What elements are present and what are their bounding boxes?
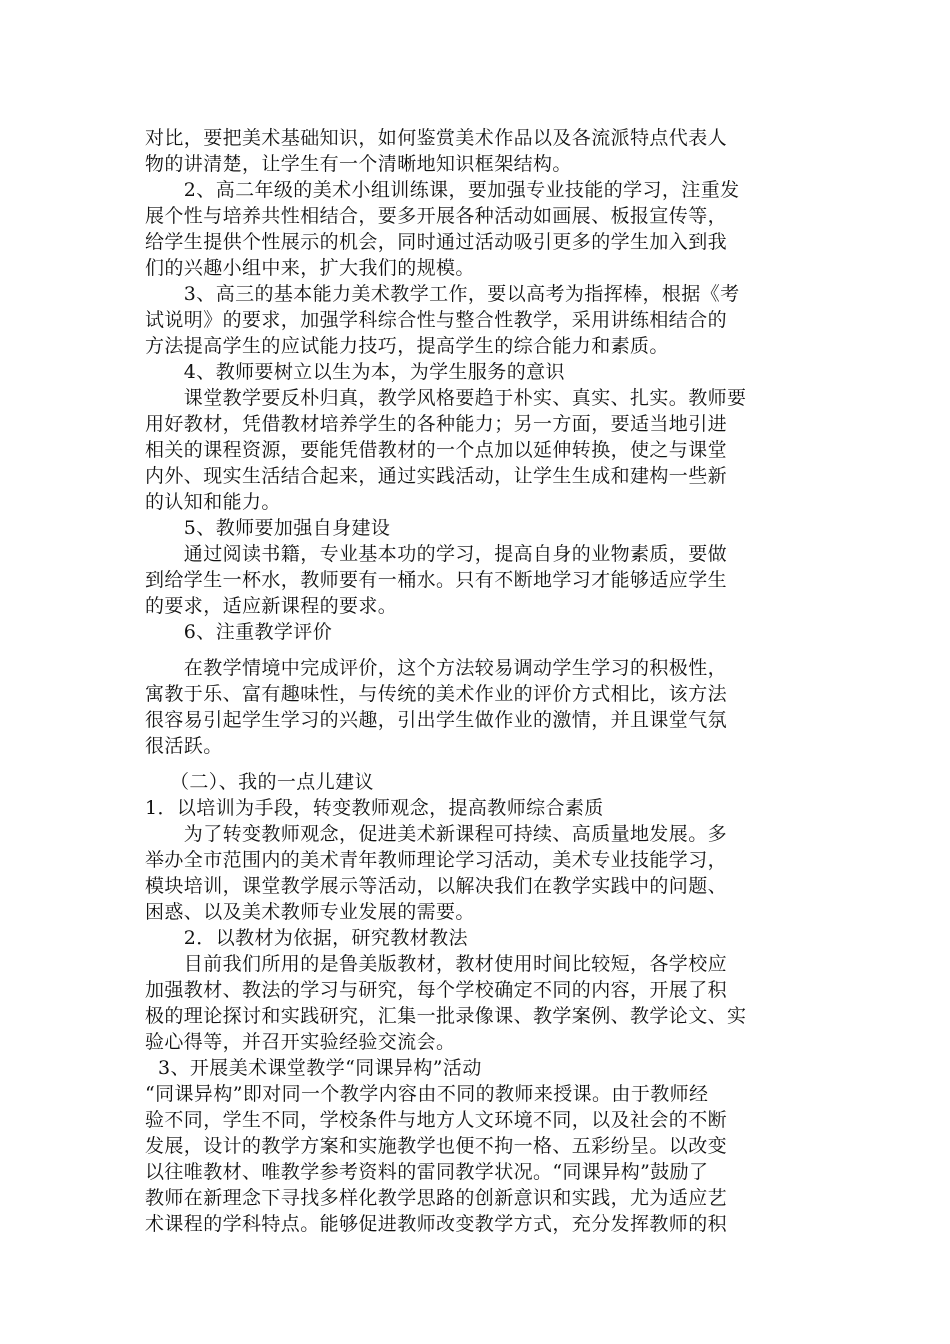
text-line: 的认知和能力。 (145, 491, 281, 513)
subsection-heading-3: 3、开展美术课堂教学“同课异构”活动 (158, 1057, 482, 1079)
text-line: 目前我们所用的是鲁美版教材，教材使用时间比较短，各学校应 (145, 953, 728, 975)
text-line: 相关的课程资源，要能凭借教材的一个点加以延伸转换，使之与课堂 (145, 439, 728, 461)
text-line: 教师在新理念下寻找多样化教学思路的创新意识和实践，尤为适应艺 (145, 1187, 728, 1209)
text-line: 的要求，适应新课程的要求。 (145, 595, 398, 617)
heading-5: 5、教师要加强自身建设 (145, 517, 391, 539)
text-line: 展个性与培养共性相结合，要多开展各种活动如画展、板报宣传等， (145, 205, 728, 227)
text-line: 物的讲清楚，让学生有一个清晰地知识框架结构。 (145, 153, 572, 175)
subsection-heading-2: 2．以教材为依据，研究教材教法 (145, 927, 468, 949)
text-line: 3、高三的基本能力美术教学工作，要以高考为指挥棒，根据《考 (145, 283, 740, 305)
heading-4: 4、教师要树立以生为本，为学生服务的意识 (145, 361, 565, 383)
text-line: 很容易引起学生学习的兴趣，引出学生做作业的激情，并且课堂气氛 (145, 709, 728, 731)
text-line: 为了转变教师观念，促进美术新课程可持续、高质量地发展。多 (145, 823, 728, 845)
text-line: 用好教材，凭借教材培养学生的各种能力；另一方面，要适当地引进 (145, 413, 728, 435)
text-line: 内外、现实生活结合起来，通过实践活动，让学生生成和建构一些新 (145, 465, 728, 487)
text-line: 很活跃。 (145, 735, 223, 757)
subsection-heading-1: 1．以培训为手段，转变教师观念，提高教师综合素质 (145, 797, 604, 819)
text-line: 困惑、以及美术教师专业发展的需要。 (145, 901, 475, 923)
text-line: 以往唯教材、唯教学参考资料的雷同教学状况。“同课异构”鼓励了 (145, 1161, 709, 1183)
text-line: 2、高二年级的美术小组训练课，要加强专业技能的学习，注重发 (145, 179, 740, 201)
text-line: 通过阅读书籍，专业基本功的学习，提高自身的业物素质，要做 (145, 543, 728, 565)
text-line: 方法提高学生的应试能力技巧，提高学生的综合能力和素质。 (145, 335, 669, 357)
text-line: 给学生提供个性展示的机会，同时通过活动吸引更多的学生加入到我 (145, 231, 728, 253)
text-line: 到给学生一杯水，教师要有一桶水。只有不断地学习才能够适应学生 (145, 569, 728, 591)
text-line: 对比，要把美术基础知识，如何鉴赏美术作品以及各流派特点代表人 (145, 127, 728, 149)
text-line: 验不同，学生不同，学校条件与地方人文环境不同，以及社会的不断 (145, 1109, 728, 1131)
section-heading: （二）、我的一点儿建议 (170, 771, 374, 793)
text-line: 在教学情境中完成评价，这个方法较易调动学生学习的积极性， (145, 657, 728, 679)
text-line: 课堂教学要反朴归真，教学风格要趋于朴实、真实、扎实。教师要 (145, 387, 747, 409)
text-line: 极的理论探讨和实践研究，汇集一批录像课、教学案例、教学论文、实 (145, 1005, 747, 1027)
text-line: “同课异构”即对同一个教学内容由不同的教师来授课。由于教师经 (145, 1083, 709, 1105)
text-line: 术课程的学科特点。能够促进教师改变教学方式，充分发挥教师的积 (145, 1213, 728, 1235)
text-line: 举办全市范围内的美术青年教师理论学习活动，美术专业技能学习， (145, 849, 728, 871)
heading-6: 6、注重教学评价 (145, 621, 333, 643)
text-line: 寓教于乐、富有趣味性，与传统的美术作业的评价方式相比，该方法 (145, 683, 728, 705)
text-line: 发展，设计的教学方案和实施教学也便不拘一格、五彩纷呈。以改变 (145, 1135, 728, 1157)
text-line: 试说明》的要求，加强学科综合性与整合性教学，采用讲练相结合的 (145, 309, 728, 331)
text-line: 验心得等，并召开实验经验交流会。 (145, 1031, 456, 1053)
text-line: 模块培训，课堂教学展示等活动，以解决我们在教学实践中的问题、 (145, 875, 728, 897)
text-line: 加强教材、教法的学习与研究，每个学校确定不同的内容，开展了积 (145, 979, 728, 1001)
text-line: 们的兴趣小组中来，扩大我们的规模。 (145, 257, 475, 279)
